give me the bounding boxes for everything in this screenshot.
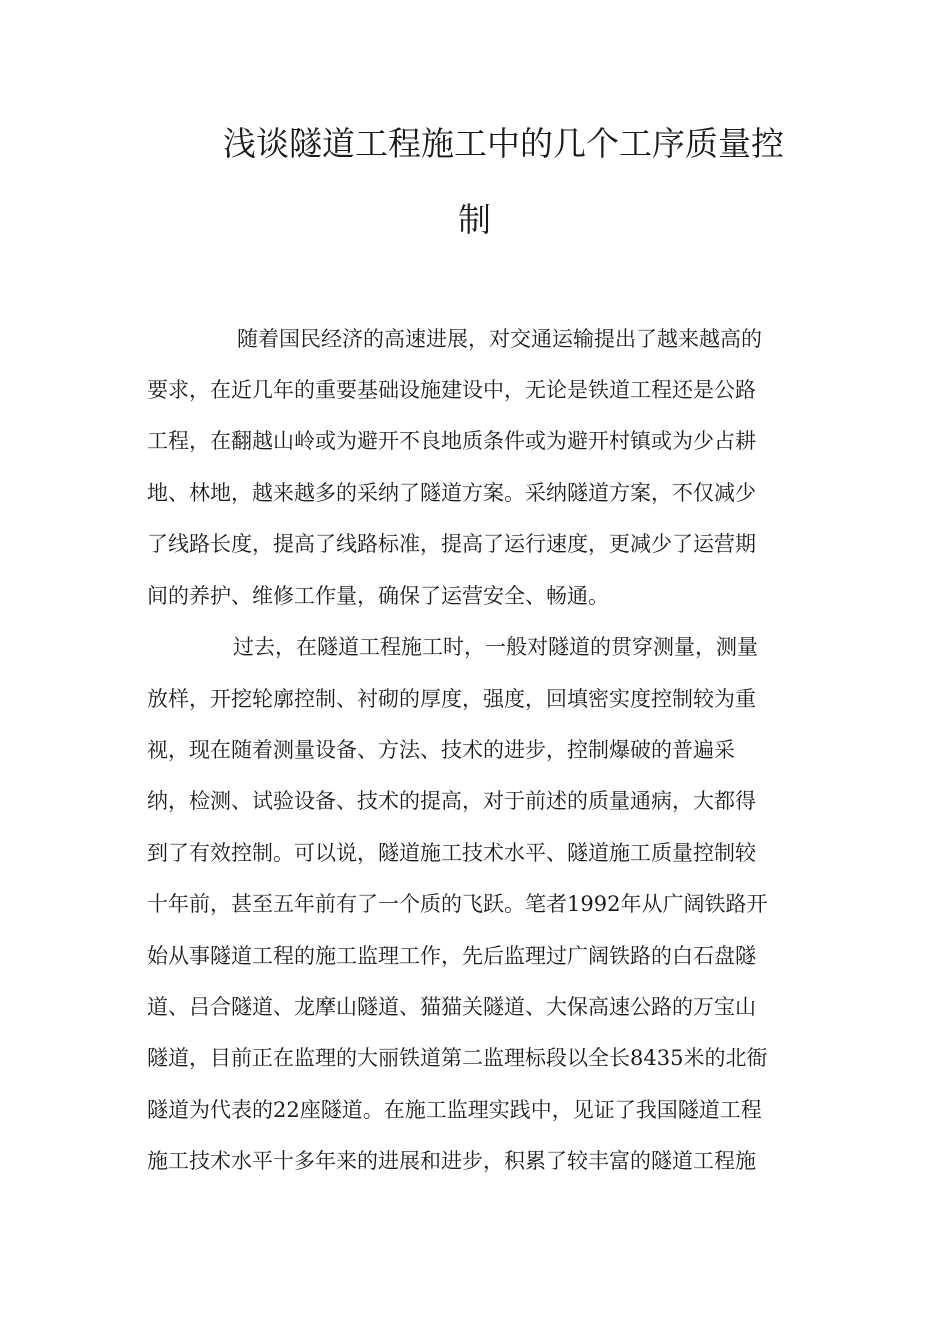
paragraph-2-line: 始从事隧道工程的施工监理工作，先后监理过广阔铁路的白石盘隧 (147, 944, 756, 968)
paragraph-2-line: 过去，在隧道工程施工时，一般对隧道的贯穿测量，测量 (233, 635, 758, 659)
paragraph-2-line: 到了有效控制。可以说，隧道施工技术水平、隧道施工质量控制较 (147, 841, 756, 865)
paragraph-2-line: 十年前，甚至五年前有了一个质的飞跃。笔者1992年从广阔铁路开 (147, 892, 768, 916)
paragraph-2-line: 道、吕合隧道、龙摩山隧道、猫猫关隧道、大保高速公路的万宝山 (147, 995, 756, 1019)
paragraph-2-line: 放样，开挖轮廓控制、衬砌的厚度，强度，回填密实度控制较为重 (147, 687, 756, 711)
paragraph-2-line: 隧道为代表的22座隧道。在施工监理实践中，见证了我国隧道工程 (147, 1098, 762, 1122)
paragraph-1-line: 工程，在翻越山岭或为避开不良地质条件或为避开村镇或为少占耕 (147, 429, 756, 453)
paragraph-2-line: 隧道，目前正在监理的大丽铁道第二监理标段以全长8435米的北衙 (147, 1046, 768, 1070)
document-title-line-1: 浅谈隧道工程施工中的几个工序质量控 (223, 124, 784, 163)
paragraph-1-line: 了线路长度，提高了线路标准，提高了运行速度，更减少了运营期 (147, 532, 756, 556)
document-title-line-2: 制 (458, 200, 491, 239)
paragraph-1-line: 要求，在近几年的重要基础设施建设中，无论是铁道工程还是公路 (147, 378, 756, 402)
paragraph-2-line: 视，现在随着测量设备、方法、技术的进步，控制爆破的普遍采 (147, 738, 735, 762)
paragraph-2-line: 纳，检测、试验设备、技术的提高，对于前述的质量通病，大都得 (147, 789, 756, 813)
paragraph-2-line: 施工技术水平十多年来的进展和进步，积累了较丰富的隧道工程施 (147, 1149, 756, 1173)
paragraph-1-line: 间的养护、维修工作量，确保了运营安全、畅通。 (147, 584, 609, 608)
paragraph-1-line: 地、林地，越来越多的采纳了隧道方案。采纳隧道方案，不仅减少 (147, 481, 756, 505)
paragraph-1-line: 随着国民经济的高速进展，对交通运输提出了越来越高的 (237, 327, 762, 351)
